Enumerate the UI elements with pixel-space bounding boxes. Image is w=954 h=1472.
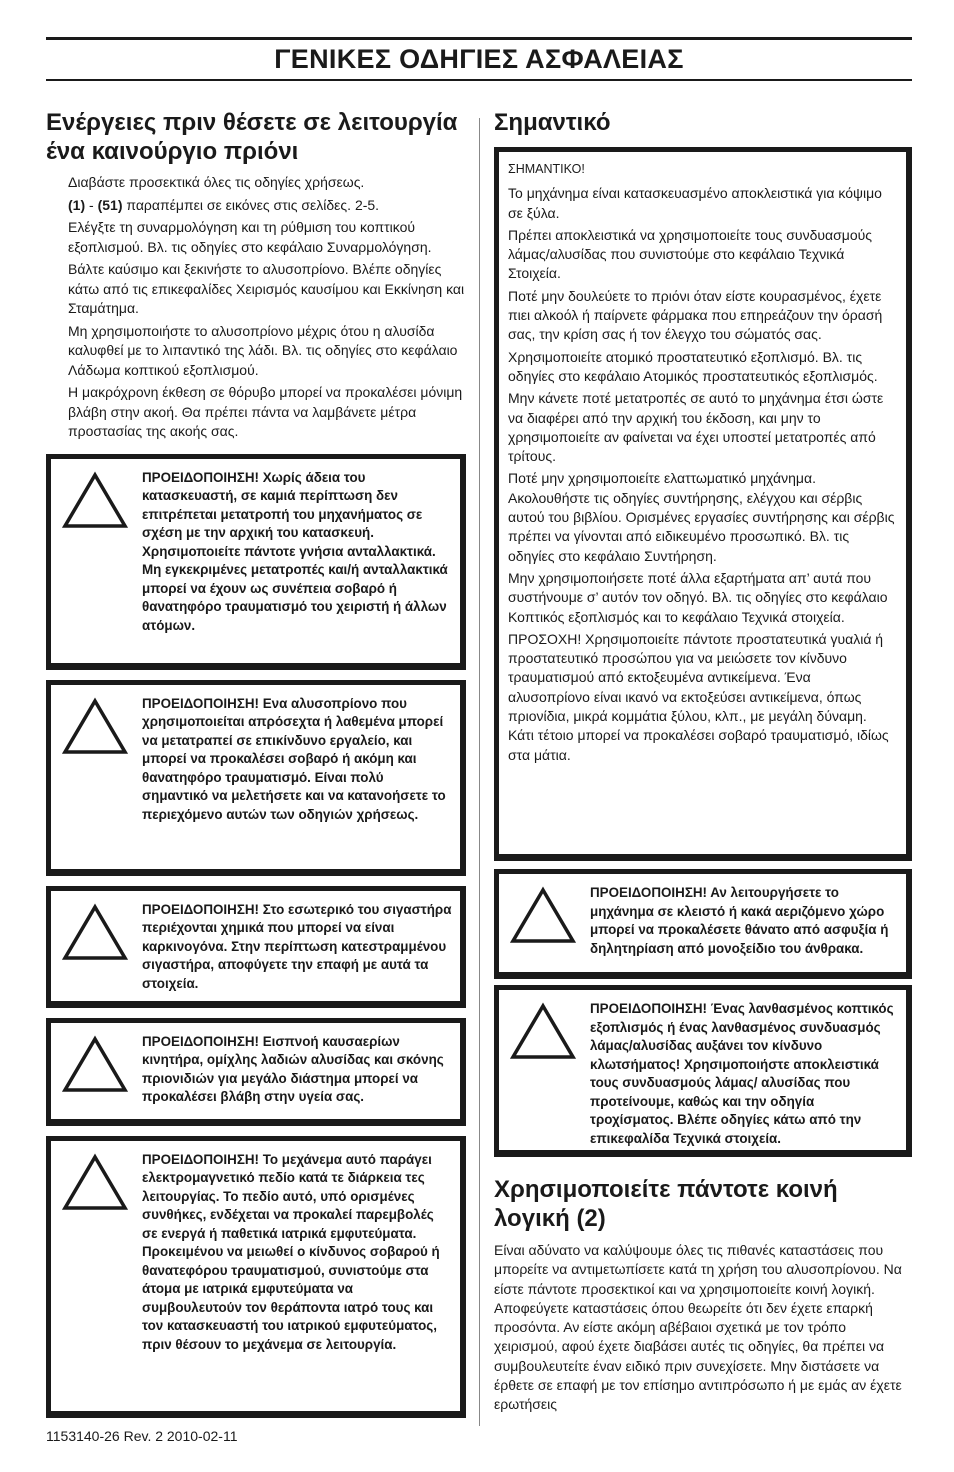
warning-text: ΠΡΟΕΙΔΟΠΟΙΗΣΗ! Το μεχάνεμα αυτό παράγει ελεκτρομαγνετικό πεδίο κατά τε διάρκεια τες λειτουργίας. Το πεδίο αυτό, υπό ορισμένες συνθήκες, ενδέχεται να προκαλεί παρεμβολές σε ενεργά ή παθετικά ιατρικά εμφυτεύματα. Προκειμένου να μειωθεί ο κίνδυνος σοβαρού ή θανατεφόρου τραυματισμού, συνιστούμε στα άτομα με ιατρικά εμφυτεύματα να συμβουλευτούν τον θεράποντα ιατρό τους και τον κατασκευαστή του ιατρικού εμφυτεύματος, πριν θέσουν το μεχάνεμα σε λειτουργία. [142,1151,440,1352]
before-use-text [68,173,466,442]
column-divider [479,118,480,1426]
warning-box [494,985,912,1157]
right-column [494,108,912,1415]
notice-heading: ΣΗΜΑΝΤΙΚΟ! [508,162,585,176]
warning-triangle-icon [51,685,138,869]
notice-paragraph: Ποτέ μην δουλεύετε το πριόνι όταν είστε κουρασμένος, έχετε πιει αλκοόλ ή παίρνετε φάρμακα που επηρεάζουν την όρασή σας, την κρίση σας ή τον έλεγχο του σώματός σας. [508,287,883,343]
section-heading-common-sense: Χρησιμοποιείτε πάντοτε κοινή λογική (2) [494,1176,838,1232]
warning-text: ΠΡΟΕΙΔΟΠΟΙΗΣΗ! Ενα αλυσοπρίονο που χρησιμοποιείται απρόσεχτα ή λαθεμένα μπορεί να μετατραπεί σε επικίνδυνο εργαλείο, και μπορεί να προκαλέσει σοβαρό ή ακόμη και θανατηφόρο τραυματισμό. Είναι πολύ σημαντικό να μελετήσετε και να κατανοήσετε το περιεχόμενο αυτών των οδηγιών χρήσεως. [142,695,446,822]
warning-triangle-icon [51,459,138,663]
paragraph: Βάλτε καύσιμο και ξεκινήστε το αλυσοπρίονο. Βλέπε οδηγίες κάτω από τις επικεφαλίδες Χειρισμός καυσίμου και Εκκίνηση και Σταμάτημα. [68,261,465,316]
page-header [46,37,912,81]
notice-paragraph: ΠΡΟΣΟΧΗ! Χρησιμοποιείτε πάντοτε προστατευτικά γυαλιά ή προστατευτικό προσώπου για να μειώσετε τον κίνδυνο τραυματισμού από εκτοξευμένα αντικείμενα. Ένα αλυσοπρίονο είναι ικανό να εκτοξεύσει αντικείμενα, όπως πριονίδια, μικρά κομμάτια ξύλου, κλπ., με μεγάλη δύναμη. Κάτι τέτοιο μπορεί να προκαλέσει σοβαρό τραυματισμό, ιδίως στα μάτια. [508,630,889,763]
warning-box [46,1018,466,1126]
paragraph: Μη χρησιμοποιήστε το αλυσοπρίονο μέχρις ότου η αλυσίδα καλυφθεί με το λιπαντικό της λάδι. Βλ. τις οδηγίες στο κεφάλαιο Λάδωμα κοπτικού εξοπλισμού. [68,322,458,378]
left-column [46,108,466,1418]
notice-paragraph: Το μηχάνημα είναι κατασκευασμένο αποκλειστικά για κόψιμο σε ξύλα. [508,185,882,221]
warning-triangle-icon [499,874,586,972]
notice-paragraph: Χρησιμοποιείτε ατομικό προστατευτικό εξοπλισμό. Βλ. τις οδηγίες στο κεφάλαιο Ατομικός προστατευτικός εξοπλισμός. [508,348,878,384]
page-title: ΓΕΝΙΚΕΣ ΟΔΗΓΙΕΣ ΑΣΦΑΛΕΙΑΣ [274,44,684,74]
notice-paragraph: Πρέπει αποκλειστικά να χρησιμοποιείτε τους συνδυασμούς λάμας/αλυσίδας που συνιστούμε στο κεφάλαιο Τεχνικά Στοιχεία. [508,226,873,282]
warning-triangle-icon [51,1141,138,1411]
warning-triangle-icon [51,891,138,1001]
common-sense-text [494,1241,912,1415]
notice-paragraph: Μην κάνετε ποτέ μετατροπές σε αυτό το μηχάνημα έτσι ώστε να διαφέρει από την αρχική του έκδοση, και μην το χρησιμοποιείτε αν φαίνεται να έχει υποστεί μετατροπές από τρίτους. [508,390,884,465]
common-sense-paragraph: Είναι αδύνατο να καλύψουμε όλες τις πιθανές καταστάσεις που μπορείτε να αντιμετωπίσετε κατά τη χρήση του αλυσοπρίονου. Να είστε πάντοτε προσεκτικοί και να χρησιμοποιείτε κοινή λογική. Αποφεύγετε καταστάσεις όπου θεωρείτε ότι δεν έχετε επαρκή προσόντα. Αν είστε ακόμη αβέβαιοι σχετικά με τον τρόπο χειρισμού, αφού έχετε διαβάσει αυτές τις οδηγίες, θα πρέπει να συμβουλευτείτε έναν ειδικό πριν συνεχίσετε. Μην διστάσετε να έρθετε σε επαφή με τον επίσημο αντιπρόσωπο ή με εμάς αν έχετε ερωτήσεις [494,1242,902,1413]
document-id: 1153140-26 Rev. 2 2010-02-11 [46,1428,238,1444]
warning-box [46,454,466,670]
ref-end: (51) [97,196,123,213]
section-heading-before-use: Ενέργειες πριν θέσετε σε λειτουργία ένα καινούργιο πριόνι [46,109,458,165]
warning-text: ΠΡΟΕΙΔΟΠΟΙΗΣΗ! Αν λειτουργήσετε το μηχάνημα σε κλειστό ή κακά αεριζόμενο χώρο μπορεί να προκαλέσετε θάνατο από ασφυξία ή δηλητηρίαση από μονοξείδιο του άνθρακα. [590,885,889,956]
warning-triangle-icon [51,1023,138,1119]
notice-paragraph: Μην χρησιμοποιήσετε ποτέ άλλα εξαρτήματα απ’ αυτά που συστήνουμε σ’ αυτόν τον οδηγό. Βλ. τις οδηγίες στο κεφάλαιο Κοπτικός εξοπλισμός και το κεφάλαιο Τεχνικά στοιχεία. [508,569,888,625]
warning-box [494,869,912,979]
warning-text: ΠΡΟΕΙΔΟΠΟΙΗΣΗ! Χωρίς άδεια του κατασκευαστή, σε καμιά περίπτωση δεν επιτρέπεται μετατροπή του μηχανήματος σε σχέση με την αρχική του κατασκευή. Χρησιμοποιείτε πάντοτε γνήσια ανταλλακτικά. Μη εγκεκριμένες μετατροπές και/ή ανταλλακτικά μπορεί να έχουν ως συνέπεια σοβαρό ή θανατηφόρο τραυματισμό του χειριστή ή άλλων ατόμων. [142,469,448,633]
section-heading-important: Σημαντικό [494,109,611,136]
intro-paragraph: Διαβάστε προσεκτικά όλες τις οδηγίες χρήσεως. [68,174,365,190]
warning-box [46,680,466,876]
figure-reference [68,196,466,216]
important-notice-box [494,147,912,861]
warning-text: ΠΡΟΕΙΔΟΠΟΙΗΣΗ! Εισπνοή καυσαερίων κινητήρα, ομίχλης λαδιών αλυσίδας και σκόνης πριονιδιών για μεγάλο διάστημα μπορεί να προκαλέσει βλάβη στην υγεία σας. [142,1033,444,1104]
warning-text: ΠΡΟΕΙΔΟΠΟΙΗΣΗ! Ένας λανθασμένος κοπτικός εξοπλισμός ή ένας λανθασμένος συνδυασμός λάμας/αλυσίδας αυξάνει τον κίνδυνο κλωτσήματος! Χρησιμοποιήστε αποκλειστικά τους συνδυασμούς λάμας/ αλυσίδας που προτείνουμε, καθώς και την οδηγία τροχίσματος. Βλέπε οδηγίες κάτω από την επικεφαλίδα Τεχνικά στοιχεία. [590,1001,894,1146]
paragraph: Η μακρόχρονη έκθεση σε θόρυβο μπορεί να προκαλέσει μόνιμη βλάβη στην ακοή. Θα πρέπει πάντα να λαμβάνετε μέτρα προστασίας της ακοής σας. [68,384,463,439]
warning-text: ΠΡΟΕΙΔΟΠΟΙΗΣΗ! Στο εσωτερικό του σιγαστήρα περιέχονται χημικά που μπορεί να είναι καρκινογόνα. Στην περίπτωση κατεστραμμένου σιγαστήρα, αποφύγετε την επαφή με αυτά τα στοιχεία. [142,901,452,991]
ref-start: (1) [68,196,86,213]
warning-triangle-icon [499,990,586,1150]
ref-separator: - [85,196,98,213]
paragraph: Ελέγξτε τη συναρμολόγηση και τη ρύθμιση του κοπτικού εξοπλισμού. Βλ. τις οδηγίες στο κεφάλαιο Συναρμολόγηση. [68,219,432,255]
warning-box [46,886,466,1008]
warning-box [46,1136,466,1418]
ref-text: παραπέμπει σε εικόνες στις σελίδες. 2-5. [122,196,380,213]
notice-paragraph: Ποτέ μην χρησιμοποιείτε ελαττωματικό μηχάνημα. Ακολουθήστε τις οδηγίες συντήρησης, ελέγχου και σέρβις αυτού του βιβλίου. Ορισμένες εργασίες συντήρησης και σέρβις πρέπει να γίνονται από ειδικευμένο προσωπικό. Βλ. τις οδηγίες στο κεφάλαιο Συντήρηση. [508,470,895,564]
